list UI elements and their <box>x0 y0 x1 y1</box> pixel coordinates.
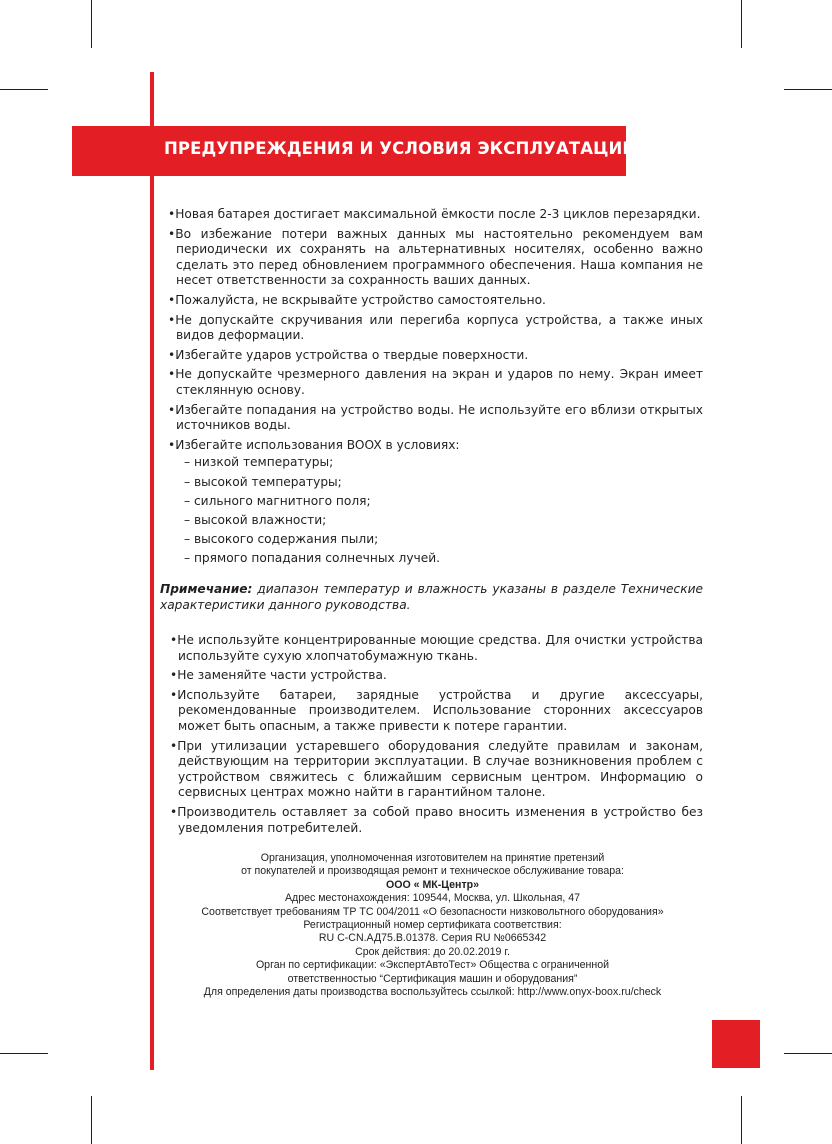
bullet: • <box>168 402 176 417</box>
company-address: Адрес местонахождения: 109544, Москва, ул. Школьная, 47 <box>284 892 580 905</box>
bullet: • <box>170 633 178 647</box>
bullet: • <box>170 687 178 702</box>
list-item-text: Пожалуйста, не вскрывайте устройство самостоятельно. <box>175 292 546 307</box>
crop-mark-left-bottom <box>0 1053 48 1054</box>
list-item <box>168 438 703 567</box>
list-item-text: Избегайте использования BOOX в условиях: <box>175 437 460 452</box>
list-item <box>168 348 703 364</box>
warnings-list-1 <box>168 207 703 571</box>
red-vertical-rule <box>150 72 154 1070</box>
conditions-list <box>176 455 703 567</box>
crop-mark-bottom-left <box>91 1096 92 1144</box>
list-item <box>168 313 703 344</box>
crop-mark-bottom-right <box>741 1096 742 1144</box>
bullet: • <box>168 312 176 327</box>
service-info-footer <box>160 852 705 999</box>
page-corner-marker <box>712 1020 760 1068</box>
condition-item: – высокой влажности; <box>184 512 327 527</box>
company-name: ООО « МК-Центр» <box>385 878 480 891</box>
warnings-list-2 <box>170 633 703 840</box>
crop-mark-right-top <box>784 89 832 90</box>
list-item-text: Новая батарея достигает максимальной ёмкости после 2-3 циклов перезарядки. <box>175 207 701 221</box>
certificate-validity: Срок действия: до 20.02.2019 г. <box>355 945 510 958</box>
list-item-text: Во избежание потери важных данных мы настоятельно рекомендуем вам периодически их сохранять на альтернативных носителях, особенно важно сделать это перед обновлением программного обеспечения. Наша компания не несет ответственности за сохранность ваших данных. <box>175 226 703 288</box>
certificate-label: Регистрационный номер сертификата соответствия: <box>303 919 562 932</box>
list-item-text: Избегайте попадания на устройство воды. Не используйте его вблизи открытых источников воды. <box>175 402 703 433</box>
list-item-text: Используйте батареи, зарядные устройства и другие аксессуары, рекомендованные производителем. Использование сторонних аксессуаров может быть опасным, а также привести к потере гарантии. <box>177 687 703 733</box>
bullet: • <box>168 292 176 307</box>
bullet: • <box>170 668 178 683</box>
bullet: • <box>168 437 176 452</box>
certification-body: ответственностью “Сертификация машин и оборудования” <box>287 972 578 985</box>
condition-item: – сильного магнитного поля; <box>184 493 371 508</box>
condition-item: – высокого содержания пыли; <box>184 532 379 547</box>
list-item-text: Производитель оставляет за собой право вносить изменения в устройство без уведомления потребителей. <box>177 804 703 835</box>
condition-item: – высокой температуры; <box>184 474 342 489</box>
list-item <box>170 668 703 684</box>
compliance-line: Соответствует требованиям ТР ТС 004/2011 «О безопасности низковольтного оборудования» <box>201 905 664 918</box>
certificate-number: RU C-CN.АД75.В.01378. Серия RU №0665342 <box>318 932 547 945</box>
list-item <box>168 367 703 398</box>
bullet: • <box>168 226 176 241</box>
bullet: • <box>170 804 178 819</box>
list-item-text: Не используйте концентрированные моющие средства. Для очистки устройства используйте сухую хлопчатобумажную ткань. <box>177 633 703 663</box>
crop-mark-right-bottom <box>784 1053 832 1054</box>
note-label: Примечание: <box>160 582 253 596</box>
certification-body: Орган по сертификации: «ЭкспертАвтоТест» Общества с ограниченной <box>255 959 610 972</box>
bullet: • <box>168 347 176 362</box>
list-item-text: Не заменяйте части устройства. <box>177 668 387 683</box>
footer-line: Организация, уполномоченная изготовителем на принятие претензий <box>260 852 605 864</box>
list-item-text: Не допускайте чрезмерного давления на экран и ударов по нему. Экран имеет стеклянную основу. <box>175 367 703 397</box>
list-item-text: Избегайте ударов устройства о твердые поверхности. <box>175 347 529 362</box>
page-title: ПРЕДУПРЕЖДЕНИЯ И УСЛОВИЯ ЭКСПЛУАТАЦИИ <box>164 139 637 158</box>
condition-item: – низкой температуры; <box>184 455 334 470</box>
bullet: • <box>168 207 176 221</box>
list-item <box>170 739 703 801</box>
bullet: • <box>168 367 176 382</box>
list-item <box>168 293 703 309</box>
footer-line: от покупателей и производящая ремонт и техническое обслуживание товара: <box>241 865 624 878</box>
bullet: • <box>170 738 178 753</box>
list-item-text: При утилизации устаревшего оборудования следуйте правилам и законам, действующим на территории эксплуатации. В случае возникновения проблем с устройством свяжитесь с ближайшим сервисным центром. Информацию о сервисных центрах можно найти в гарантийном талоне. <box>177 738 703 800</box>
condition-item: – прямого попадания солнечных лучей. <box>184 551 441 566</box>
list-item <box>168 227 703 289</box>
production-date-link: Для определения даты производства воспользуйтесь ссылкой: http://www.onyx-boox.ru/check <box>203 986 662 999</box>
list-item <box>168 207 703 223</box>
crop-mark-left-top <box>0 89 48 90</box>
list-item <box>168 403 703 434</box>
crop-mark-top-right <box>741 0 742 48</box>
note-text: диапазон температур и влажность указаны в разделе Технические характеристики данного руководства. <box>160 582 703 612</box>
list-item <box>170 688 703 735</box>
list-item-text: Не допускайте скручивания или перегиба корпуса устройства, а также иных видов деформации. <box>175 312 703 343</box>
list-item <box>170 633 703 664</box>
list-item <box>170 805 703 836</box>
note <box>160 581 703 613</box>
crop-mark-top-left <box>91 0 92 48</box>
